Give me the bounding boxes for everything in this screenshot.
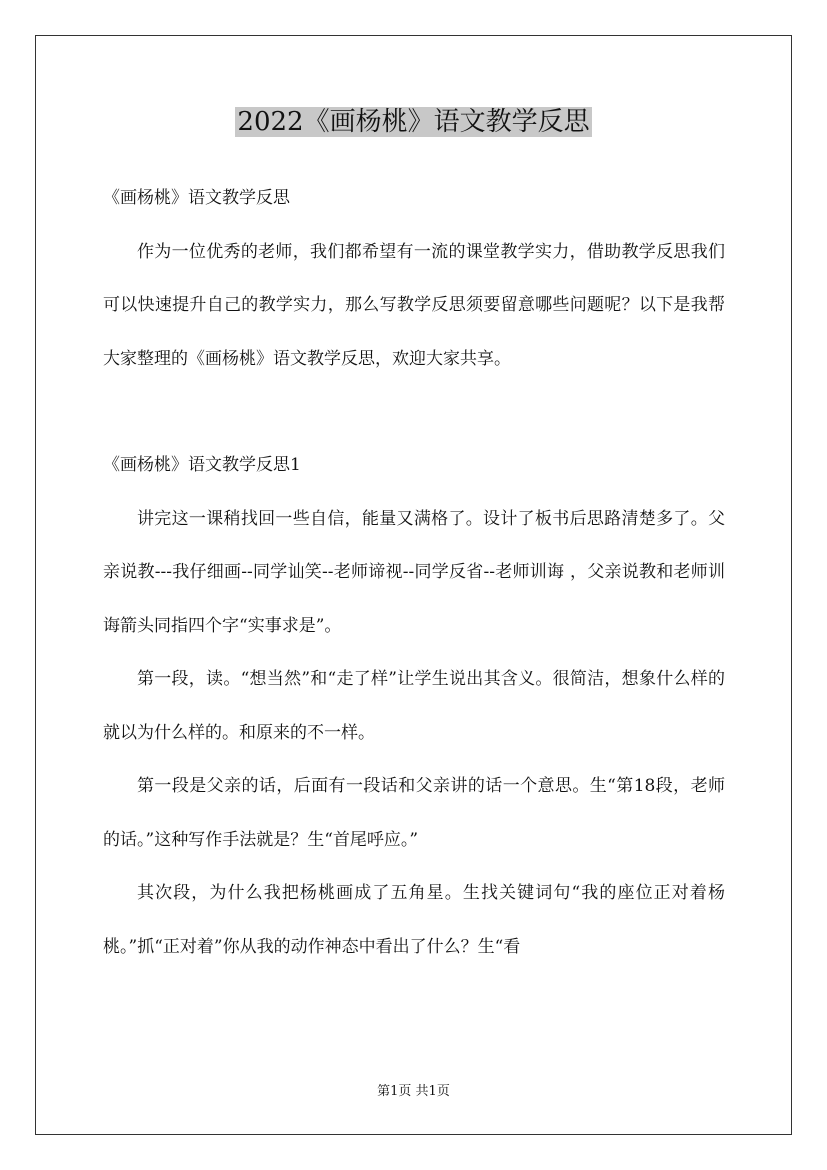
document-title-text: 2022《画杨桃》语文教学反思 bbox=[237, 107, 590, 137]
body-paragraph: 其次段，为什么我把杨桃画成了五角星。生找关键词句“我的座位正对着杨桃。”抓“正对着”你从我的动作神态中看出了什么？生“看 bbox=[103, 883, 725, 957]
body-paragraph: 第一段是父亲的话，后面有一段话和父亲讲的话一个意思。生“第18段，老师的话。”这种写作手法就是？生“首尾呼应。” bbox=[103, 776, 725, 850]
page-footer: 第1页 共1页 bbox=[377, 1084, 450, 1099]
section-spacer bbox=[103, 386, 725, 439]
body-paragraph: 讲完这一课稍找回一些自信，能量又满格了。设计了板书后思路清楚多了。父亲说教---我仔细画--同学讪笑--老师谛视--同学反省--老师训诲 ，父亲说教和老师训诲箭头同指四个字“实事求是”。 bbox=[103, 508, 725, 636]
body-paragraph: 第一段，读。“想当然”和“走了样”让学生说出其含义。很简洁，想象什么样的就以为什么样的。和原来的不一样。 bbox=[103, 669, 725, 743]
document-body bbox=[103, 172, 725, 974]
intro-paragraph: 作为一位优秀的老师，我们都希望有一流的课堂教学实力，借助教学反思我们可以快速提升自己的教学实力，那么写教学反思须要留意哪些问题呢？以下是我帮大家整理的《画杨桃》语文教学反思，欢迎大家共享。 bbox=[103, 241, 725, 369]
document-title bbox=[0, 100, 827, 144]
section-heading: 《画杨桃》语文教学反思1 bbox=[103, 455, 301, 475]
intro-heading: 《画杨桃》语文教学反思 bbox=[103, 188, 290, 208]
